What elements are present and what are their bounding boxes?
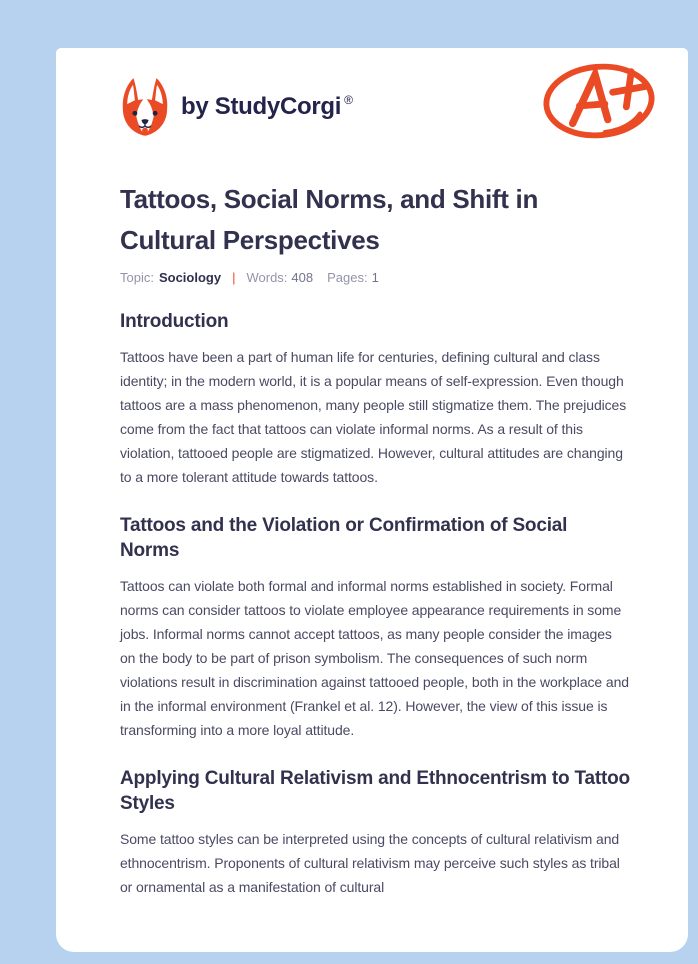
meta-topic <box>120 270 221 285</box>
words-value: 408 <box>291 270 314 285</box>
essay-meta <box>120 270 630 285</box>
section-body-social-norms: Tattoos can violate both formal and informal norms established in society. Formal norms can consider tattoos to violate employee appearance requirements in some jobs. Informal norms cannot accept tattoos, as many people consider the images on the body to be part of prison symbolism. The consequences of such norm violations result in discrimination against tattooed people, both in the workplace and in the informal environment (Frankel et al. 12). However, the view of this issue is transforming into a more loyal attitude. <box>120 578 629 738</box>
section-heading-social-norms: Tattoos and the Violation or Confirmation of Social Norms <box>120 515 568 561</box>
section-heading-cultural-relativism: Applying Cultural Relativism and Ethnocentrism to Tattoo Styles <box>120 768 630 814</box>
pages-label: Pages: <box>327 270 368 285</box>
essay-title: Tattoos, Social Norms, and Shift in Cultural Perspectives <box>120 184 539 255</box>
a-plus-stamp-icon <box>540 60 658 142</box>
meta-separator: | <box>232 270 236 285</box>
corgi-logo-icon <box>120 77 170 137</box>
meta-pages <box>327 270 379 285</box>
words-label: Words: <box>246 270 288 285</box>
section-heading-introduction: Introduction <box>120 311 229 332</box>
topic-label: Topic: <box>120 270 154 285</box>
pages-value: 1 <box>371 270 379 285</box>
section-body-introduction: Tattoos have been a part of human life for centuries, defining cultural and class identity; in the modern world, it is a popular means of self-expression. Even though tattoos are a mass phenomenon, many people still stigmatize them. The prejudices come from the fact that tattoos can violate informal norms. As a result of this violation, tattooed people are stigmatized. However, cultural attitudes are changing to a more tolerant attitude towards tattoos. <box>120 349 627 485</box>
brand-wordmark: by StudyCorgi ® <box>181 93 353 120</box>
registered-mark: ® <box>344 93 353 107</box>
topic-link[interactable]: Sociology <box>158 270 222 285</box>
document-card-inner <box>56 48 688 952</box>
section-body-cultural-relativism: Some tattoo styles can be interpreted using the concepts of cultural relativism and ethnocentrism. Proponents of cultural relativism may perceive such styles as tribal or ornamental as a manifestation of cultural <box>120 831 620 895</box>
document-card <box>56 48 688 952</box>
meta-words <box>246 270 313 285</box>
